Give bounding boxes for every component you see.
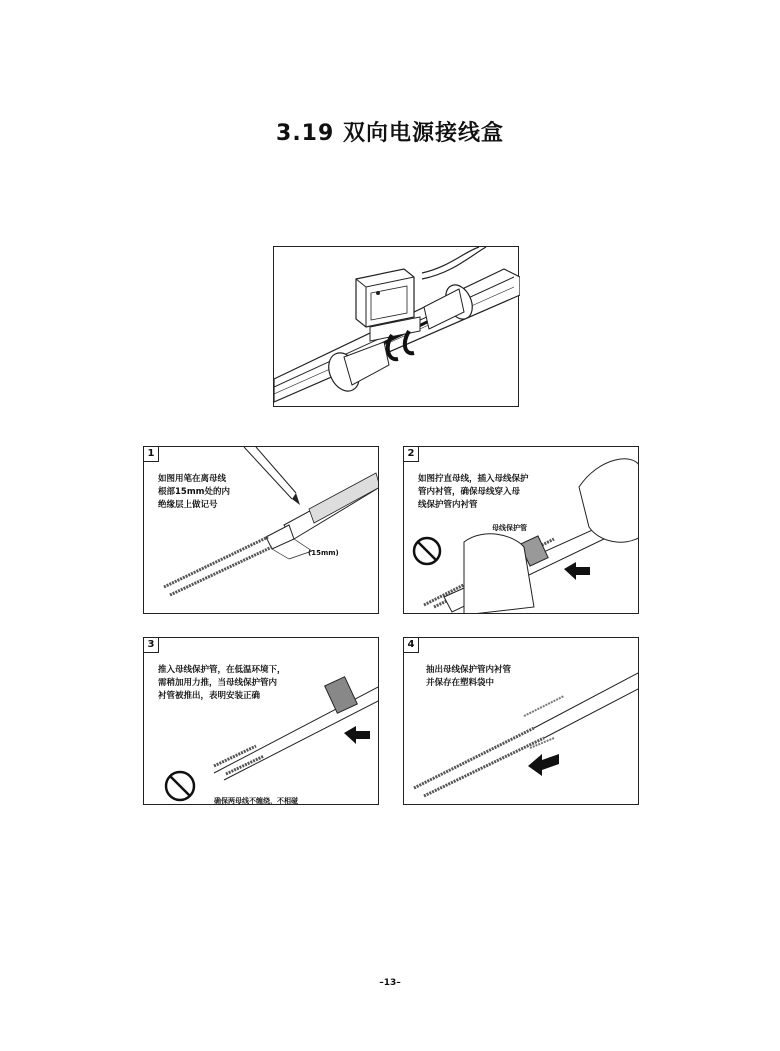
step-number: 4 [404,638,419,653]
step-3-caption [158,664,286,703]
page-title: 3.19 双向电源接线盒 [276,121,504,146]
junction-box-illustration [273,246,519,407]
step-2-panel [403,446,639,614]
caption-line: 绝缘层上做记号 [158,500,218,510]
step-number: 3 [144,638,159,653]
step-4-caption [426,664,511,690]
caption-line: 管内衬管，确保母线穿入母 [418,487,521,497]
caption-line: 如图拧直母线，插入母线保护 [418,474,529,484]
caption-line: 衬管被推出，表明安装正确 [158,691,261,701]
step-1-panel [143,446,379,614]
caption-line: 需稍加用力推，当母线保护管内 [158,678,278,688]
step-2-caption [418,473,529,512]
step-3-panel [143,637,379,805]
step-1-caption [158,473,230,512]
caption-line: 根部15mm处的内 [158,487,231,497]
caption-line: 线保护管内衬管 [418,500,478,510]
junction-box-drawing [274,247,520,408]
step-4-panel [403,637,639,805]
warning-label: 确保两母线不缠绕，不相碰 [214,797,298,805]
caption-line: 并保存在塑料袋中 [426,678,495,688]
dimension-label: (15mm) [308,549,339,557]
caption-line: 抽出母线保护管内衬管 [426,665,512,675]
caption-line: 如图用笔在离母线 [158,474,227,484]
protection-tube-label: 母线保护管 [492,524,527,532]
page-number: –13– [379,978,401,988]
step-number: 2 [404,447,419,462]
step-number: 1 [144,447,159,462]
caption-line: 推入母线保护管，在低温环境下， [158,665,286,675]
